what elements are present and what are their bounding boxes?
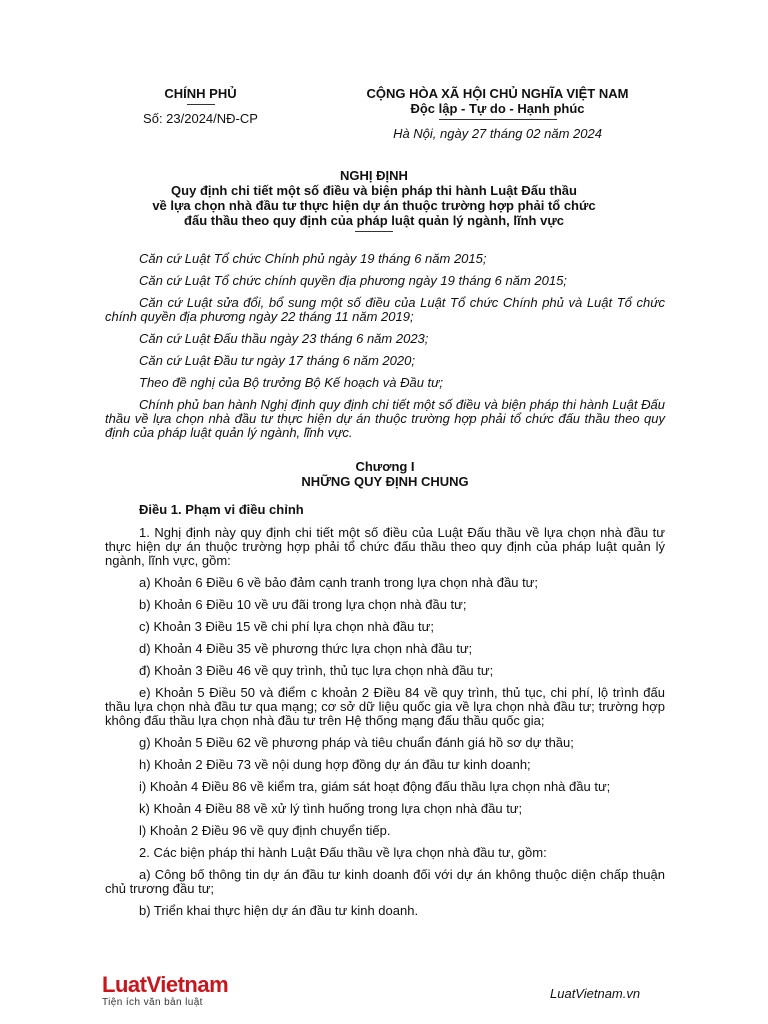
logo-part-luat: Luat <box>102 972 147 997</box>
motto-divider <box>439 119 557 120</box>
title-line-1: Quy định chi tiết một số điều và biện pháp thi hành Luật Đấu thầu <box>171 183 577 198</box>
article-paragraph: h) Khoản 2 Điều 73 về nội dung hợp đồng dự án đầu tư kinh doanh; <box>139 757 531 772</box>
preamble-item: Theo đề nghị của Bộ trưởng Bộ Kế hoạch và Đầu tư; <box>139 375 444 390</box>
article-paragraph: k) Khoản 4 Điều 88 về xử lý tình huống trong lựa chọn nhà đầu tư; <box>139 801 523 816</box>
title-line-3: đấu thầu theo quy định của pháp luật quản lý ngành, lĩnh vực <box>184 213 564 228</box>
article-paragraph: d) Khoản 4 Điều 35 về phương thức lựa chọn nhà đầu tư; <box>139 641 473 656</box>
article-heading: Điều 1. Phạm vi điều chỉnh <box>139 502 304 517</box>
agency-divider <box>187 104 215 105</box>
title-line-2: về lựa chọn nhà đầu tư thực hiện dự án thuộc trường hợp phải tổ chức <box>152 198 596 213</box>
chapter-number: Chương I <box>355 459 415 474</box>
preamble-item: Căn cứ Luật Đầu tư ngày 17 tháng 6 năm 2020; <box>139 353 415 368</box>
chapter-heading <box>105 459 665 489</box>
document-body <box>105 252 665 926</box>
enactment-clause: Chính phủ ban hành Nghị định quy định chi tiết một số điều và biện pháp thi hành Luật Đấu thầu về lựa chọn nhà đầu tư thực hiện dự án thuộc trường hợp phải tổ chức đấu thầu theo quy định của pháp luật quản lý ngành, lĩnh vực. <box>105 397 665 440</box>
preamble-item: Căn cứ Luật Tổ chức Chính phủ ngày 19 tháng 6 năm 2015; <box>139 251 487 266</box>
issuer-block <box>128 86 273 126</box>
article-paragraph: b) Khoản 6 Điều 10 về ưu đãi trong lựa chọn nhà đầu tư; <box>139 597 467 612</box>
article-paragraph: a) Công bố thông tin dự án đầu tư kinh doanh đối với dự án không thuộc diện chấp thuận chủ trương đầu tư; <box>105 867 665 896</box>
national-motto: Độc lập - Tự do - Hạnh phúc <box>410 101 585 116</box>
country-name: CỘNG HÒA XÃ HỘI CHỦ NGHĨA VIỆT NAM <box>366 86 629 101</box>
title-divider <box>355 231 393 232</box>
article-paragraph: 1. Nghị định này quy định chi tiết một số điều của Luật Đấu thầu về lựa chọn nhà đầu tư thực hiện dự án thuộc trường hợp phải tổ chức đấu thầu theo quy định của pháp luật quản lý ngành, lĩnh vực, gồm: <box>105 525 665 568</box>
issuing-agency: CHÍNH PHỦ <box>164 86 237 101</box>
luatvietnam-logo <box>102 973 228 1009</box>
logo-part-vietnam: Vietnam <box>146 972 229 997</box>
logo-wordmark <box>102 973 228 997</box>
place-date: Hà Nội, ngày 27 tháng 02 năm 2024 <box>393 126 602 141</box>
document-number: Số: 23/2024/NĐ-CP <box>143 111 258 126</box>
national-header <box>345 86 650 141</box>
article-paragraph: đ) Khoản 3 Điều 46 về quy trình, thủ tục lựa chọn nhà đầu tư; <box>139 663 494 678</box>
article-paragraph: g) Khoản 5 Điều 62 về phương pháp và tiêu chuẩn đánh giá hồ sơ dự thầu; <box>139 735 574 750</box>
preamble-item: Căn cứ Luật Tổ chức chính quyền địa phương ngày 19 tháng 6 năm 2015; <box>139 273 567 288</box>
article-paragraph: 2. Các biện pháp thi hành Luật Đấu thầu về lựa chọn nhà đầu tư, gồm: <box>139 845 547 860</box>
article-paragraph: b) Triển khai thực hiện dự án đầu tư kinh doanh. <box>139 903 419 918</box>
logo-tagline: Tiện ích văn bản luật <box>102 997 203 1008</box>
article-paragraph: c) Khoản 3 Điều 15 về chi phí lựa chọn nhà đầu tư; <box>139 619 434 634</box>
article-paragraph: e) Khoản 5 Điều 50 và điểm c khoản 2 Điều 84 về quy trình, thủ tục, chi phí, lộ trình đấu thầu lựa chọn nhà đầu tư qua mạng; cơ sở dữ liệu quốc gia về lựa chọn nhà đầu tư; trường hợp không đấu thầu lựa chọn nhà đầu tư trên Hệ thống mạng đấu thầu quốc gia; <box>105 685 665 728</box>
website-link[interactable]: LuatVietnam.vn <box>550 986 641 1001</box>
article-paragraph: a) Khoản 6 Điều 6 về bảo đảm cạnh tranh trong lựa chọn nhà đầu tư; <box>139 575 539 590</box>
preamble-item: Căn cứ Luật Đấu thầu ngày 23 tháng 6 năm 2023; <box>139 331 429 346</box>
article-paragraph: l) Khoản 2 Điều 96 về quy định chuyển tiếp. <box>139 823 391 838</box>
chapter-name: NHỮNG QUY ĐỊNH CHUNG <box>301 474 469 489</box>
preamble-item: Căn cứ Luật sửa đổi, bổ sung một số điều của Luật Tổ chức Chính phủ và Luật Tổ chức chính quyền địa phương ngày 22 tháng 11 năm 2019; <box>105 295 665 324</box>
article-paragraph: i) Khoản 4 Điều 86 về kiểm tra, giám sát hoạt động đấu thầu lựa chọn nhà đầu tư; <box>139 779 611 794</box>
document-title <box>120 168 628 232</box>
document-type: NGHỊ ĐỊNH <box>340 168 408 183</box>
